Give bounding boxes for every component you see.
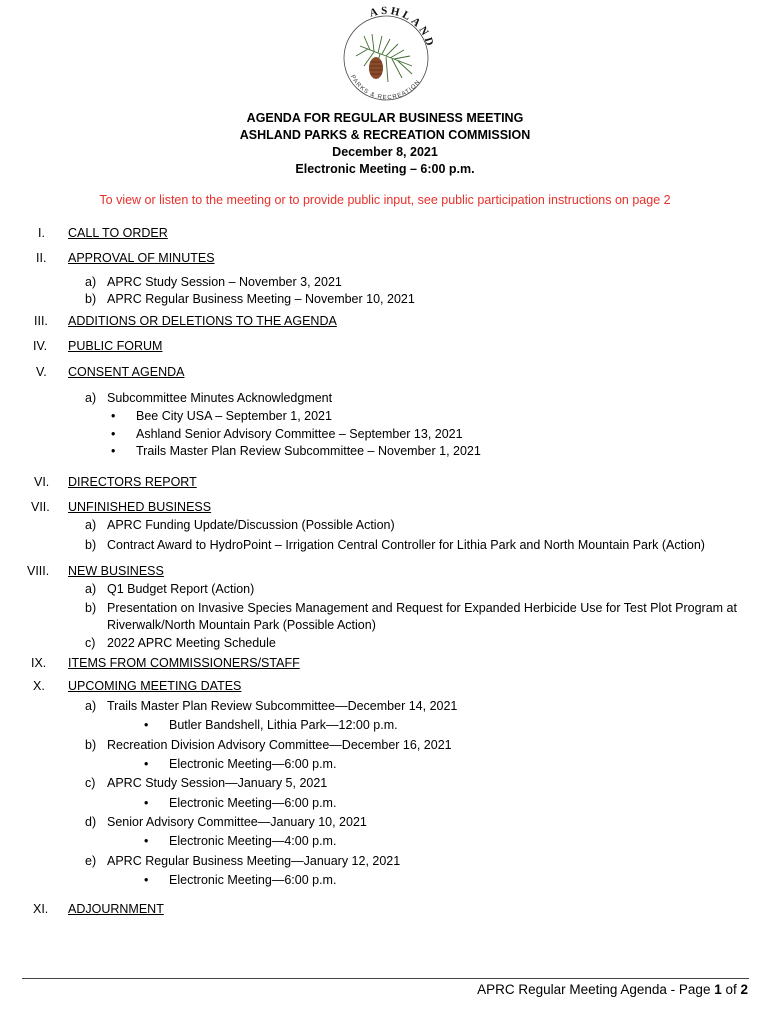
upcoming-location: • Electronic Meeting—4:00 p.m.	[169, 833, 336, 849]
invasive-species-presentation-cont: Riverwalk/North Mountain Park (Possible Action)	[107, 618, 376, 632]
q1-budget-report: Q1 Budget Report (Action)	[107, 582, 255, 596]
subcommittee-minutes: Subcommittee Minutes Acknowledgment	[107, 391, 333, 405]
item-public-forum: PUBLIC FORUM	[68, 339, 163, 353]
upcoming-trails-subcommittee: Trails Master Plan Review Subcommittee—December 14, 2021	[107, 699, 458, 713]
footer-label: APRC Regular Meeting Agenda - Page	[477, 982, 715, 997]
minutes-study-session: APRC Study Session – November 3, 2021	[107, 275, 342, 289]
header-date: December 8, 2021	[332, 145, 438, 159]
meeting-schedule-2022: 2022 APRC Meeting Schedule	[107, 636, 276, 650]
upcoming-location: • Electronic Meeting—6:00 p.m.	[169, 756, 336, 772]
footer-page-number: 1	[714, 982, 722, 997]
pine-cone-icon	[369, 57, 383, 79]
item-commissioners-staff: ITEMS FROM COMMISSIONERS/STAFF	[68, 656, 300, 670]
upcoming-location: • Butler Bandshell, Lithia Park—12:00 p.m.	[169, 717, 398, 733]
bullet-senior-advisory: • Ashland Senior Advisory Committee – September 13, 2021	[136, 426, 463, 442]
funding-update: APRC Funding Update/Discussion (Possible Action)	[107, 518, 395, 532]
sub-letter: a)	[85, 518, 97, 532]
sub-letter: c)	[85, 636, 96, 650]
sub-letter: a)	[85, 275, 97, 289]
item-new-business: NEW BUSINESS	[68, 564, 164, 578]
item-number: VIII.	[27, 564, 50, 578]
page-footer	[477, 982, 748, 997]
upcoming-study-session: APRC Study Session—January 5, 2021	[107, 776, 328, 790]
bullet-trails-master-plan: • Trails Master Plan Review Subcommittee – November 1, 2021	[136, 443, 481, 459]
item-number: II.	[36, 251, 47, 265]
sub-letter: b)	[85, 292, 97, 306]
item-adjournment: ADJOURNMENT	[68, 902, 164, 916]
item-number: III.	[34, 314, 48, 328]
header-meeting-type: Electronic Meeting – 6:00 p.m.	[295, 162, 475, 176]
sub-letter: a)	[85, 391, 97, 405]
sub-letter: e)	[85, 854, 97, 868]
sub-letter: b)	[85, 738, 97, 752]
ashland-parks-logo	[330, 6, 442, 106]
sub-letter: c)	[85, 776, 96, 790]
footer-of: of	[721, 982, 741, 997]
invasive-species-presentation: Presentation on Invasive Species Management and Request for Expanded Herbicide Use for Test Plot Program at	[107, 601, 737, 615]
item-number: I.	[38, 226, 45, 240]
sub-letter: d)	[85, 815, 97, 829]
item-number: V.	[36, 365, 47, 379]
minutes-regular-meeting: APRC Regular Business Meeting – November 10, 2021	[107, 292, 415, 306]
upcoming-location: • Electronic Meeting—6:00 p.m.	[169, 795, 336, 811]
item-approval-of-minutes: APPROVAL OF MINUTES	[68, 251, 215, 265]
header-title: AGENDA FOR REGULAR BUSINESS MEETING	[246, 111, 524, 125]
item-additions-deletions: ADDITIONS OR DELETIONS TO THE AGENDA	[68, 314, 337, 328]
sub-letter: a)	[85, 699, 97, 713]
logo-arc-bottom: PARKS & RECREATION	[348, 74, 422, 102]
footer-divider	[22, 978, 749, 979]
sub-letter: b)	[85, 601, 97, 615]
item-directors-report: DIRECTORS REPORT	[68, 475, 197, 489]
header-commission: ASHLAND PARKS & RECREATION COMMISSION	[239, 128, 531, 142]
sub-letter: b)	[85, 538, 97, 552]
item-call-to-order: CALL TO ORDER	[68, 226, 168, 240]
logo-arc-top: ASHLAND	[368, 6, 437, 51]
pine-branch-icon	[356, 34, 412, 82]
agenda-header	[0, 110, 770, 178]
item-unfinished-business: UNFINISHED BUSINESS	[68, 500, 212, 514]
item-number: VI.	[34, 475, 50, 489]
upcoming-senior-advisory: Senior Advisory Committee—January 10, 2021	[107, 815, 367, 829]
contract-award-hydropoint: Contract Award to HydroPoint – Irrigation Central Controller for Lithia Park and North Mountain Park (Action)	[107, 538, 705, 552]
upcoming-location: • Electronic Meeting—6:00 p.m.	[169, 872, 336, 888]
footer-page-total: 2	[740, 982, 748, 997]
upcoming-recreation-division: Recreation Division Advisory Committee—December 16, 2021	[107, 738, 452, 752]
item-upcoming-meeting-dates: UPCOMING MEETING DATES	[68, 679, 242, 693]
item-number: VII.	[31, 500, 50, 514]
bullet-bee-city: • Bee City USA – September 1, 2021	[136, 408, 332, 424]
item-number: XI.	[33, 902, 49, 916]
item-number: IX.	[31, 656, 47, 670]
upcoming-regular-business: APRC Regular Business Meeting—January 12, 2021	[107, 854, 401, 868]
item-number: X.	[33, 679, 45, 693]
item-number: IV.	[33, 339, 48, 353]
item-consent-agenda: CONSENT AGENDA	[68, 365, 185, 379]
public-participation-notice: To view or listen to the meeting or to provide public input, see public participation instructions on page 2	[99, 193, 671, 207]
sub-letter: a)	[85, 582, 97, 596]
